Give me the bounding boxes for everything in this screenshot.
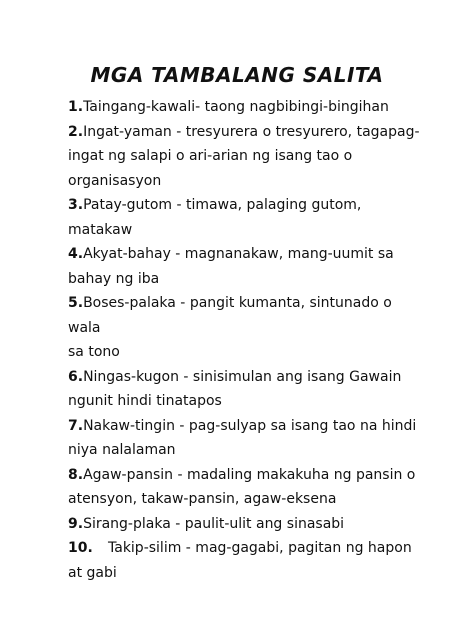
- item-text: Akyat-bahay - magnanakaw, mang-uumit sa: [83, 246, 394, 262]
- item-text-continuation: ingat ng salapi o ari-arian ng isang tao o: [68, 148, 353, 164]
- item-text: Agaw-pansin - madaling makakuha ng pansin o: [83, 466, 416, 483]
- list-item: [68, 463, 428, 512]
- item-text-continuation: atensyon, takaw-pansin, agaw-eksena: [68, 491, 337, 507]
- item-number: 3.: [68, 197, 84, 213]
- list-item: [68, 365, 428, 414]
- item-number: 6.: [68, 368, 84, 385]
- list-item: [68, 193, 428, 242]
- item-number: 1.: [68, 99, 84, 115]
- item-text-continuation: bahay ng iba: [68, 270, 160, 287]
- item-number: 7.: [68, 417, 84, 434]
- list-item: [68, 120, 428, 194]
- item-text: Patay-gutom - timawa, palaging gutom, matakaw: [68, 197, 362, 238]
- item-text: Boses-palaka - pangit kumanta, sintunado o wala: [68, 295, 392, 336]
- item-text: Takip-silim - mag-gagabi, pagitan ng hapon: [108, 540, 412, 556]
- item-number: 2.: [68, 123, 84, 140]
- item-text-continuation: at gabi: [68, 564, 117, 581]
- list-item: [68, 291, 428, 365]
- list-item: [68, 242, 428, 291]
- item-number: 5.: [68, 295, 84, 311]
- item-text: Sirang-plaka - paulit-ulit ang sinasabi: [83, 515, 345, 532]
- item-text: Ingat-yaman - tresyurera o tresyurero, tagapag-: [83, 123, 420, 140]
- item-number: 4.: [68, 246, 84, 262]
- list-item: [68, 536, 428, 585]
- item-number: 10.: [68, 540, 93, 556]
- item-text-continuation: organisasyon: [68, 172, 162, 189]
- item-text: Taingang-kawali- taong nagbibingi-bingihan: [83, 99, 389, 115]
- page-title: MGA TAMBALANG SALITA: [90, 63, 384, 87]
- list-item: [68, 414, 428, 463]
- item-text: Nakaw-tingin - pag-sulyap sa isang tao na hindi: [83, 417, 417, 434]
- item-text: Ningas-kugon - sinisimulan ang isang Gawain: [83, 368, 402, 385]
- item-text-continuation: ngunit hindi tinatapos: [68, 393, 222, 409]
- item-number: 9.: [68, 515, 84, 532]
- list-item: [68, 95, 428, 120]
- item-number: 8.: [68, 466, 84, 483]
- compound-words-list: [68, 95, 428, 585]
- item-text-continuation: niya nalalaman: [68, 442, 176, 458]
- list-item: [68, 512, 428, 537]
- item-text-continuation: sa tono: [68, 344, 120, 360]
